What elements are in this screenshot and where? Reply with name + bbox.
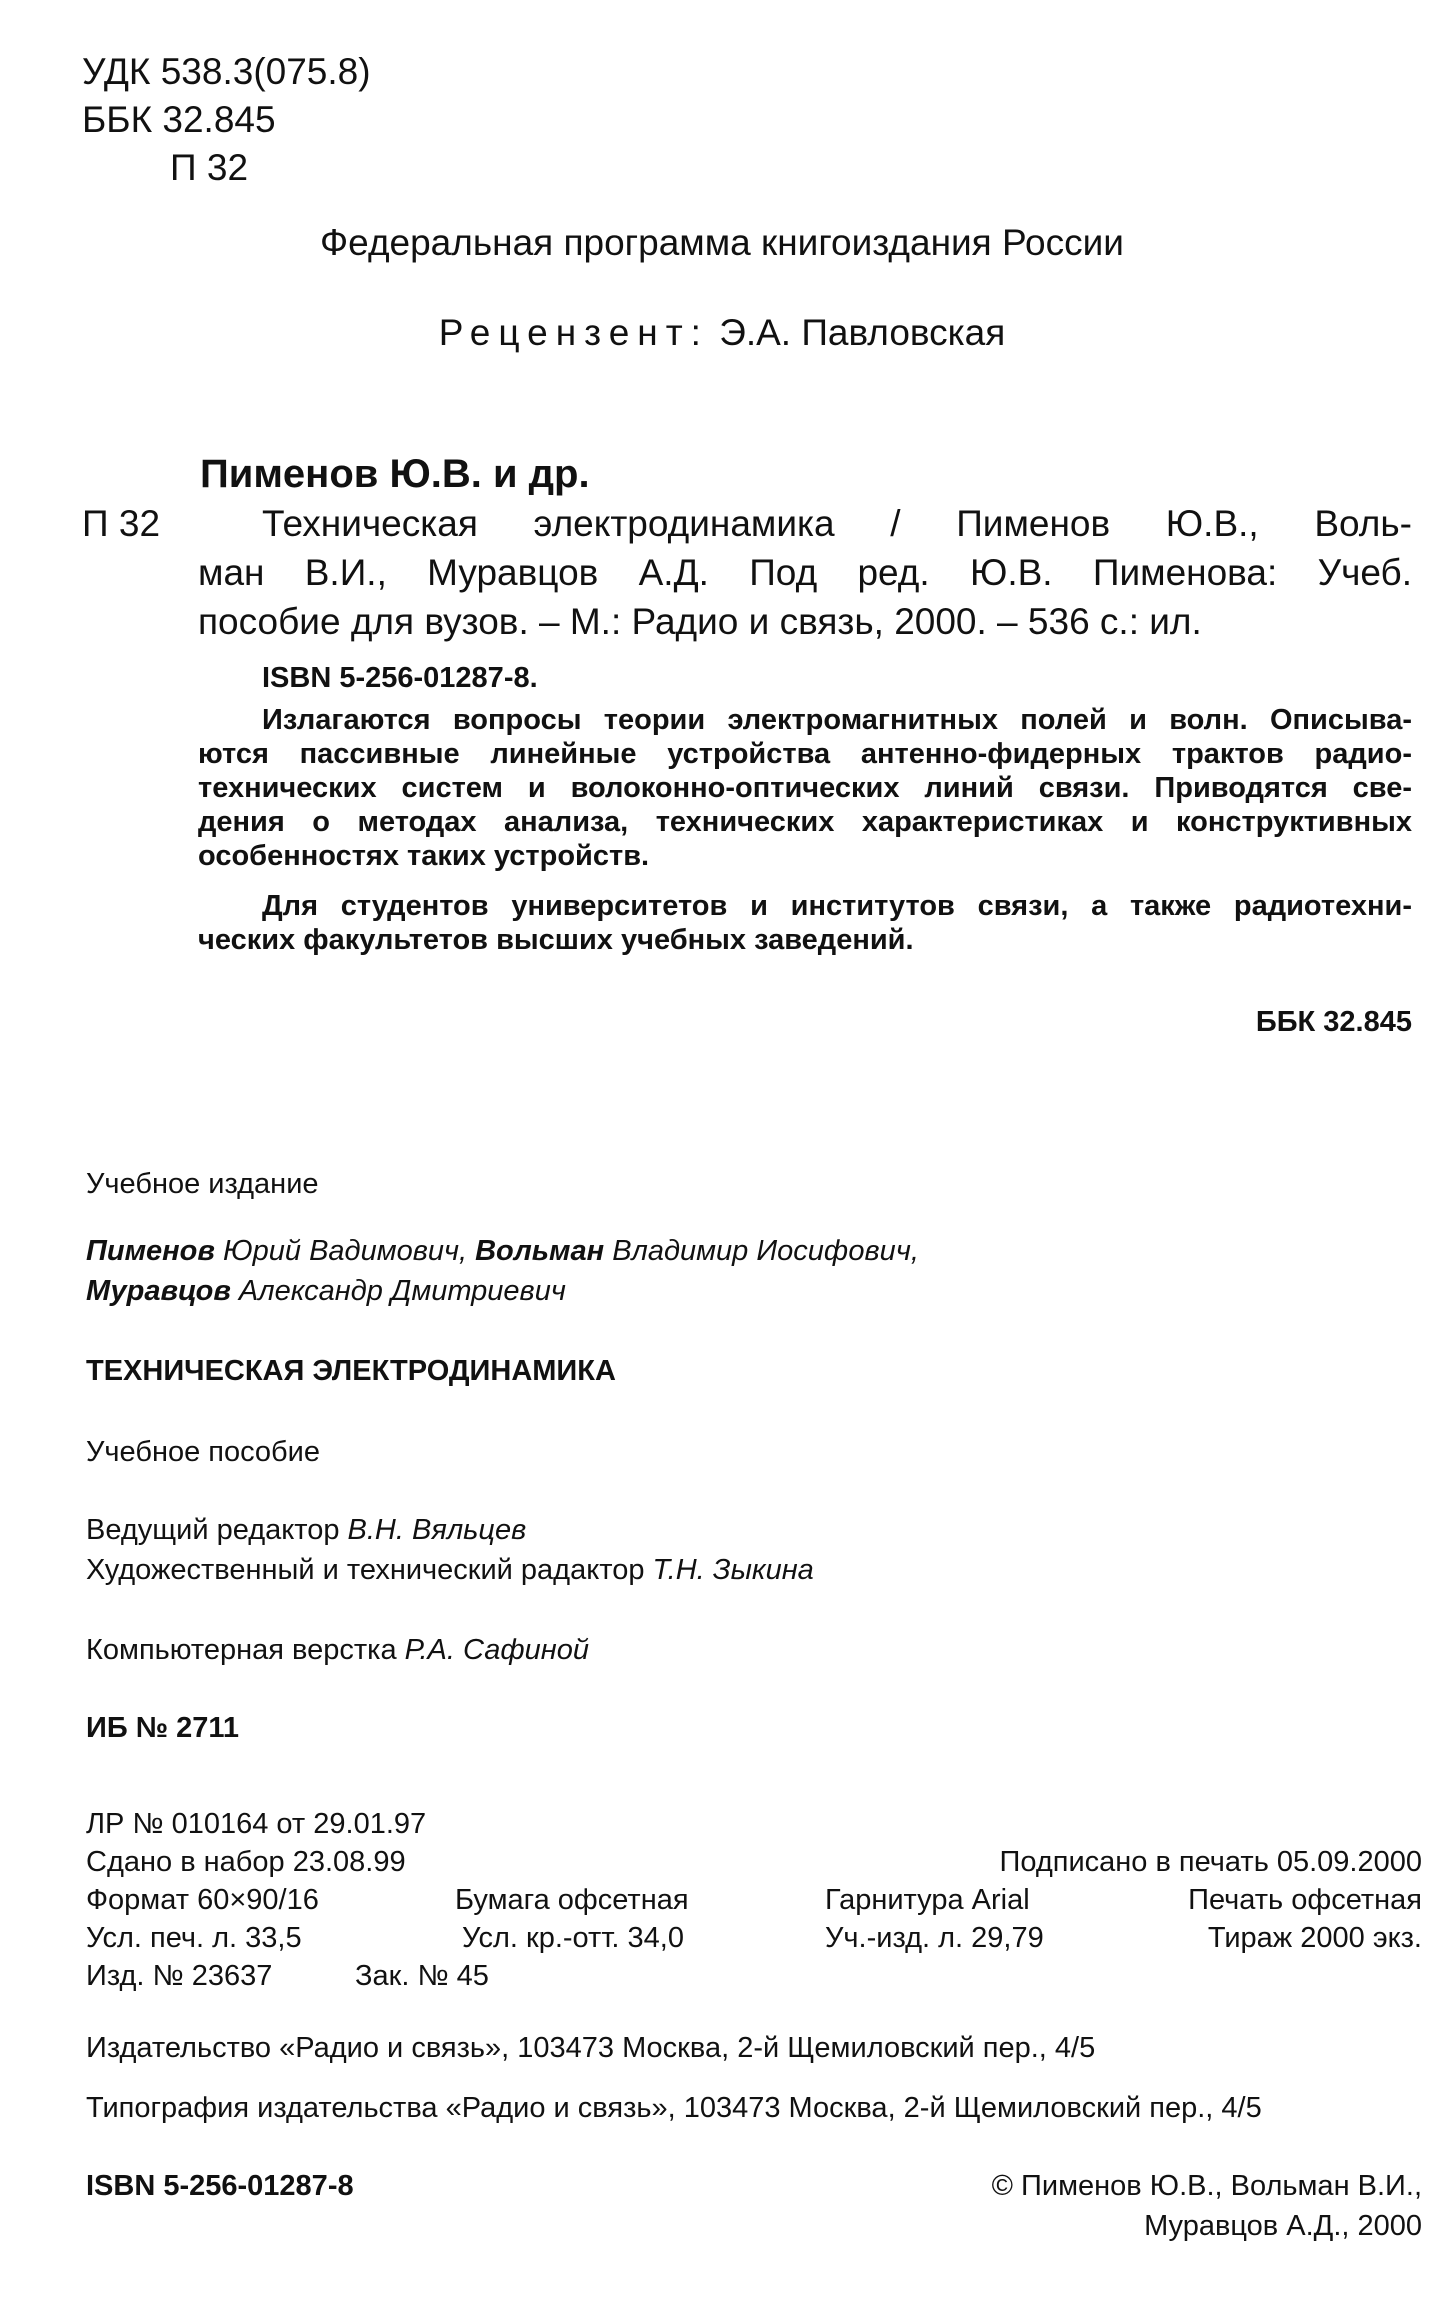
citation-line-1: Техническая электродинамика / Пименов Ю.В., Воль- bbox=[262, 503, 1412, 544]
print-run: Тираж 2000 экз. bbox=[1207, 1922, 1422, 1954]
color-prints: Усл. кр.-отт. 34,0 bbox=[462, 1922, 684, 1954]
reviewer-name: Э.А. Павловская bbox=[719, 312, 1006, 353]
author-surname: Муравцов bbox=[86, 1275, 231, 1307]
citation-isbn: ISBN 5-256-01287-8. bbox=[262, 662, 538, 694]
ib-number: ИБ № 2711 bbox=[86, 1712, 240, 1744]
citation-author: Пименов Ю.В. и др. bbox=[200, 452, 590, 496]
license-number: ЛР № 010164 от 29.01.97 bbox=[86, 1808, 427, 1840]
art-editor-label: Художественный и технический радактор bbox=[86, 1554, 645, 1586]
author-surname: Вольман bbox=[475, 1235, 605, 1267]
bbk-code: ББК 32.845 bbox=[82, 99, 276, 140]
annotation-line: ются пассивные линейные устройства антенно-фидерных трактов радио- bbox=[198, 738, 1412, 770]
signed-date: Подписано в печать 05.09.2000 bbox=[999, 1846, 1422, 1878]
annotation-line: ческих факультетов высших учебных заведений. bbox=[198, 924, 914, 956]
annotation-line: технических систем и волоконно-оптических линий связи. Приводятся све- bbox=[198, 772, 1412, 804]
edition-type: Учебное издание bbox=[86, 1168, 319, 1200]
print-type: Печать офсетная bbox=[1188, 1884, 1422, 1916]
paper-type: Бумага офсетная bbox=[455, 1884, 689, 1916]
udk-code: УДК 538.3(075.8) bbox=[82, 51, 371, 92]
publishing-sheets: Уч.-изд. л. 29,79 bbox=[825, 1922, 1044, 1954]
book-format: Формат 60×90/16 bbox=[86, 1884, 319, 1916]
imprint-isbn: ISBN 5-256-01287-8 bbox=[86, 2170, 354, 2202]
book-type: Учебное пособие bbox=[86, 1436, 320, 1468]
author-mark: П 32 bbox=[170, 147, 249, 188]
authors-line-2 bbox=[86, 1275, 566, 1308]
citation-line-2: ман В.И., Муравцов А.Д. Под ред. Ю.В. Пименова: Учеб. bbox=[198, 552, 1412, 593]
citation-line-3: пособие для вузов. – М.: Радио и связь, 2000. – 536 с.: ил. bbox=[198, 601, 1202, 642]
layout-name: Р.А. Сафиной bbox=[404, 1634, 589, 1666]
book-title: ТЕХНИЧЕСКАЯ ЭЛЕКТРОДИНАМИКА bbox=[86, 1355, 616, 1387]
author-given-name: Юрий Вадимович, bbox=[222, 1235, 468, 1267]
typeface: Гарнитура Arial bbox=[825, 1884, 1030, 1916]
lead-editor-name: В.Н. Вяльцев bbox=[347, 1514, 527, 1546]
lead-editor-label: Ведущий редактор bbox=[86, 1514, 340, 1546]
annotation-line: Для студентов университетов и институтов связи, а также радиотехни- bbox=[262, 890, 1412, 922]
annotation-line: особенностях таких устройств. bbox=[198, 840, 650, 872]
layout-label: Компьютерная верстка bbox=[86, 1634, 397, 1666]
federal-program: Федеральная программа книгоиздания России bbox=[320, 222, 1124, 263]
order-number: Зак. № 45 bbox=[355, 1960, 489, 1992]
art-editor bbox=[86, 1554, 814, 1587]
author-given-name: Владимир Иосифович, bbox=[612, 1235, 919, 1267]
publisher-address: Издательство «Радио и связь», 103473 Москва, 2-й Щемиловский пер., 4/5 bbox=[86, 2032, 1096, 2064]
publication-number: Изд. № 23637 bbox=[86, 1960, 273, 1992]
copyright-line-2: Муравцов А.Д., 2000 bbox=[1144, 2210, 1422, 2242]
submitted-date: Сдано в набор 23.08.99 bbox=[86, 1846, 406, 1878]
printer-address: Типография издательства «Радио и связь», 103473 Москва, 2-й Щемиловский пер., 4/5 bbox=[86, 2092, 1262, 2124]
art-editor-name: Т.Н. Зыкина bbox=[652, 1554, 814, 1586]
citation-code: П 32 bbox=[82, 503, 161, 544]
annotation-line: Излагаются вопросы теории электромагнитных полей и волн. Описыва- bbox=[262, 704, 1412, 736]
layout-credit bbox=[86, 1634, 589, 1667]
lead-editor bbox=[86, 1514, 526, 1547]
reviewer-label: Рецензент: bbox=[438, 312, 709, 353]
annotation-line: дения о методах анализа, технических характеристиках и конструктивных bbox=[198, 806, 1412, 838]
reviewer-line bbox=[0, 312, 1444, 354]
author-given-name: Александр Дмитриевич bbox=[238, 1275, 566, 1307]
copyright-line-1: © Пименов Ю.В., Вольман В.И., bbox=[991, 2170, 1422, 2202]
annotation-bbk: ББК 32.845 bbox=[1255, 1006, 1412, 1038]
author-surname: Пименов bbox=[86, 1235, 215, 1267]
print-sheets: Усл. печ. л. 33,5 bbox=[86, 1922, 302, 1954]
authors-line-1 bbox=[86, 1235, 919, 1268]
